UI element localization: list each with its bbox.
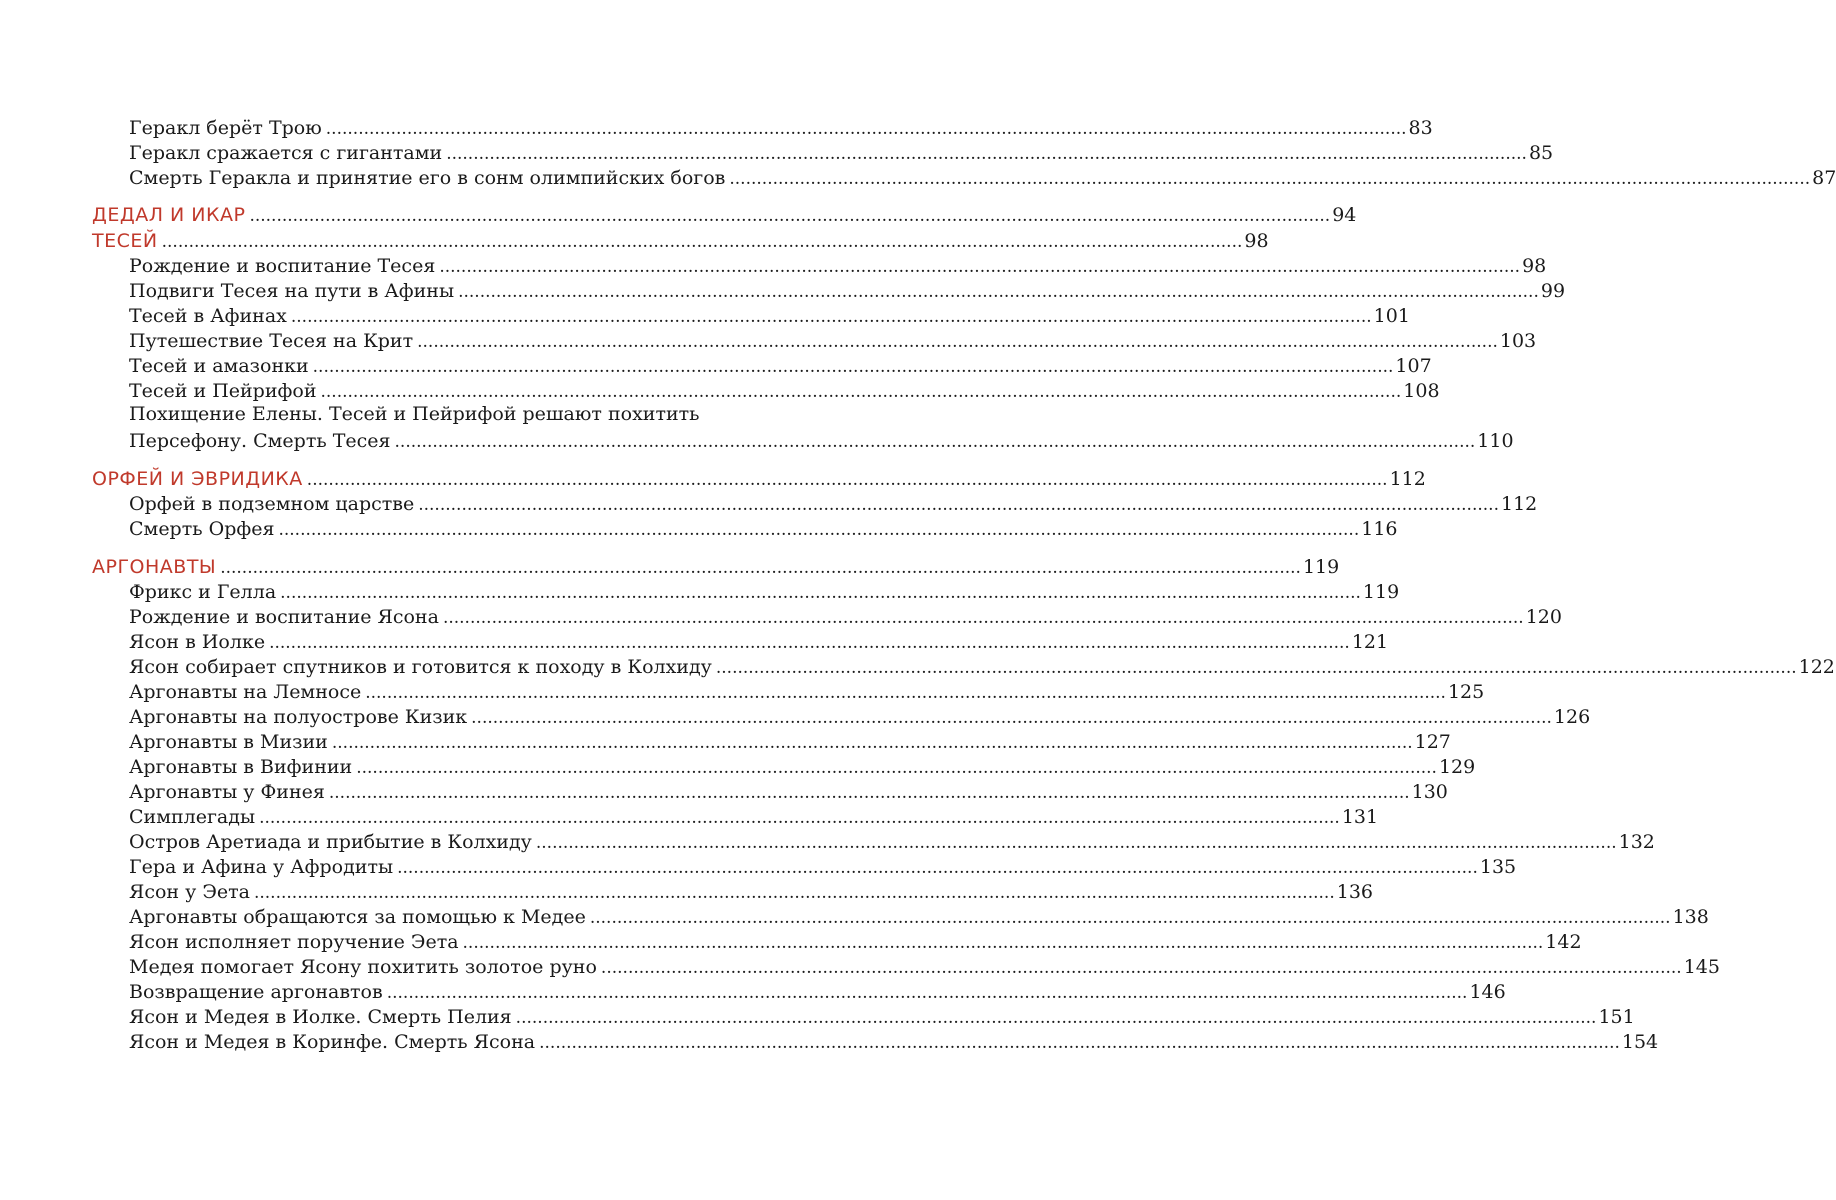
- toc-section: [92, 553, 1340, 579]
- toc-entry-page: 119: [1362, 581, 1400, 603]
- leader-dots: ........................................................................................................................................................................................................: [715, 658, 1797, 678]
- toc-section: [92, 227, 1269, 253]
- toc-entry: [129, 653, 1835, 679]
- toc-entry: [129, 139, 1554, 165]
- toc-section: [92, 465, 1426, 491]
- leader-dots: ........................................................................................................................................................................................................: [325, 119, 1407, 139]
- toc-entry-title: Рождение и воспитание Ясона: [129, 606, 439, 628]
- toc-entry-title: Смерть Геракла и принятие его в сонм олимпийских богов: [129, 167, 726, 189]
- leader-dots: ........................................................................................................................................................................................................: [729, 169, 1811, 189]
- toc-entry-title: Рождение и воспитание Тесея: [129, 255, 436, 277]
- toc-entry: [129, 928, 1582, 954]
- toc-entry-page: 145: [1683, 956, 1720, 978]
- leader-dots: ........................................................................................................................................................................................................: [306, 470, 1388, 490]
- toc-entry: [129, 778, 1448, 804]
- leader-dots: ........................................................................................................................................................................................................: [397, 858, 1478, 878]
- toc-entry: [129, 903, 1709, 929]
- toc-entry-title: Орфей в подземном царстве: [129, 493, 415, 515]
- leader-dots: ........................................................................................................................................................................................................: [462, 933, 1544, 953]
- leader-dots: ........................................................................................................................................................................................................: [365, 683, 1446, 703]
- toc-entry-page: 142: [1545, 931, 1582, 953]
- toc-entry-page: 110: [1477, 430, 1514, 452]
- toc-entry-page: 131: [1341, 806, 1379, 828]
- toc-section-page: 112: [1389, 468, 1426, 490]
- leader-dots: ........................................................................................................................................................................................................: [535, 833, 1617, 853]
- toc-entry-page: 127: [1414, 731, 1451, 753]
- toc-entry-title: Аргонавты на Лемносе: [129, 681, 362, 703]
- toc-entry-title: Ясон и Медея в Иолке. Смерть Пелия: [129, 1006, 512, 1028]
- toc-entry: [129, 1028, 1659, 1054]
- leader-dots: ........................................................................................................................................................................................................: [458, 282, 1539, 302]
- toc-entry-page: 132: [1618, 831, 1655, 853]
- leader-dots: ........................................................................................................................................................................................................: [161, 232, 1243, 252]
- toc-entry-page: 99: [1540, 280, 1566, 302]
- leader-dots: ........................................................................................................................................................................................................: [539, 1033, 1620, 1053]
- leader-dots: ........................................................................................................................................................................................................: [446, 144, 1527, 164]
- toc-entry: [129, 377, 1440, 403]
- toc-entry: [129, 703, 1591, 729]
- toc-entry-page: 129: [1438, 756, 1476, 778]
- toc-entry-title: Персефону. Смерть Тесея: [129, 430, 391, 452]
- toc-entry-title: Возвращение аргонавтов: [129, 981, 383, 1003]
- toc-entry-title: Ясон и Медея в Коринфе. Смерть Ясона: [129, 1031, 536, 1053]
- toc-entry-page: 122: [1798, 656, 1835, 678]
- toc-entry: [129, 302, 1410, 328]
- toc-section: [92, 201, 1357, 227]
- toc-entry: [129, 252, 1547, 278]
- toc-entry-title: Аргонавты в Мизии: [129, 731, 328, 753]
- toc-entry: [129, 753, 1476, 779]
- leader-dots: ........................................................................................................................................................................................................: [328, 783, 1410, 803]
- toc-entry-title: Ясон исполняет поручение Эета: [129, 931, 459, 953]
- toc-entry: [129, 853, 1517, 879]
- leader-dots: ........................................................................................................................................................................................................: [417, 332, 1498, 352]
- toc-entry-page: 135: [1479, 856, 1517, 878]
- leader-dots: ........................................................................................................................................................................................................: [418, 495, 1499, 515]
- toc-entry-page: 83: [1408, 117, 1433, 139]
- toc-entry: [129, 352, 1432, 378]
- leader-dots: ........................................................................................................................................................................................................: [589, 908, 1671, 928]
- toc-entry-title: Ясон в Иолке: [129, 631, 266, 653]
- toc-entry-title: Ясон у Эета: [129, 881, 250, 903]
- toc-entry-page: 136: [1336, 881, 1373, 903]
- toc-section-title: АРГОНАВТЫ: [92, 556, 217, 578]
- toc-entry-title: Путешествие Тесея на Крит: [129, 330, 414, 352]
- toc-entry-page: 112: [1500, 493, 1538, 515]
- toc-entry-title: Симплегады: [129, 806, 256, 828]
- leader-dots: ........................................................................................................................................................................................................: [249, 206, 1331, 226]
- toc-entry-title: Аргонавты у Финея: [129, 781, 325, 803]
- toc-entry-page: 146: [1469, 981, 1506, 1003]
- toc-entry: [129, 327, 1537, 353]
- toc-entry: [129, 828, 1655, 854]
- toc-entry-title: Тесей и Пейрифой: [129, 380, 317, 402]
- toc-entry-page: 125: [1447, 681, 1485, 703]
- leader-dots: ........................................................................................................................................................................................................: [253, 883, 1335, 903]
- toc-entry: [129, 978, 1506, 1004]
- toc-section-page: 98: [1244, 230, 1269, 252]
- toc-entry-title: Аргонавты на полуострове Кизик: [129, 706, 468, 728]
- leader-dots: ........................................................................................................................................................................................................: [320, 382, 1402, 402]
- leader-dots: ........................................................................................................................................................................................................: [439, 257, 1521, 277]
- leader-dots: ........................................................................................................................................................................................................: [280, 583, 1361, 603]
- toc-entry: [129, 878, 1373, 904]
- leader-dots: ........................................................................................................................................................................................................: [356, 758, 1437, 778]
- toc-entry: [129, 490, 1538, 516]
- toc-entry-page: 98: [1522, 255, 1547, 277]
- toc-entry-page: 87: [1812, 167, 1836, 189]
- leader-dots: ........................................................................................................................................................................................................: [386, 983, 1468, 1003]
- toc-entry-page: 107: [1395, 355, 1432, 377]
- toc-entry-page: 85: [1528, 142, 1554, 164]
- toc-entry-title: Тесей и амазонки: [129, 355, 309, 377]
- toc-entry: [129, 1003, 1635, 1029]
- toc-entry: [129, 803, 1379, 829]
- toc-section-title: ОРФЕЙ И ЭВРИДИКА: [92, 468, 303, 490]
- toc-entry-page: 101: [1373, 305, 1410, 327]
- toc-entry-title: Геракл сражается с гигантами: [129, 142, 443, 164]
- toc-entry: [129, 603, 1562, 629]
- toc-entry-page: 108: [1403, 380, 1440, 402]
- toc-entry: [129, 628, 1389, 654]
- toc-entry-title: Аргонавты обращаются за помощью к Медее: [129, 906, 586, 928]
- toc-entry: [129, 164, 1836, 190]
- toc-entry: [129, 277, 1566, 303]
- leader-dots: ........................................................................................................................................................................................................: [600, 958, 1682, 978]
- leader-dots: ........................................................................................................................................................................................................: [278, 520, 1360, 540]
- leader-dots: ........................................................................................................................................................................................................: [259, 808, 1340, 828]
- toc-section-page: 94: [1332, 204, 1357, 226]
- toc-entry-page: 126: [1553, 706, 1591, 728]
- leader-dots: ........................................................................................................................................................................................................: [394, 432, 1476, 452]
- toc-entry-title: Гера и Афина у Афродиты: [129, 856, 394, 878]
- leader-dots: ........................................................................................................................................................................................................: [312, 357, 1394, 377]
- toc-entry: [129, 678, 1485, 704]
- toc-entry-title: Аргонавты в Вифинии: [129, 756, 353, 778]
- leader-dots: ........................................................................................................................................................................................................: [515, 1008, 1597, 1028]
- leader-dots: ........................................................................................................................................................................................................: [471, 708, 1552, 728]
- toc-entry-title: Геракл берёт Трою: [129, 117, 322, 139]
- toc-entry-page: 120: [1525, 606, 1562, 628]
- leader-dots: ........................................................................................................................................................................................................: [290, 307, 1372, 327]
- toc-entry: [129, 515, 1398, 541]
- toc-entry-page: 121: [1351, 631, 1389, 653]
- toc-section-title: ДЕДАЛ И ИКАР: [92, 204, 246, 226]
- toc-entry-lead-line: Похищение Елены. Тесей и Пейрифой решают похитить: [129, 403, 700, 425]
- toc-entry: [129, 427, 1514, 453]
- leader-dots: ........................................................................................................................................................................................................: [269, 633, 1350, 653]
- toc-entry-title: Медея помогает Ясону похитить золотое руно: [129, 956, 597, 978]
- toc-entry-page: 154: [1621, 1031, 1659, 1053]
- toc-entry-page: 151: [1598, 1006, 1635, 1028]
- toc-entry-page: 116: [1361, 518, 1398, 540]
- toc-entry-title: Подвиги Тесея на пути в Афины: [129, 280, 455, 302]
- toc-entry: [129, 953, 1720, 979]
- toc-section-title: ТЕСЕЙ: [92, 230, 158, 252]
- toc-entry: [129, 728, 1451, 754]
- toc-entry: [129, 578, 1400, 604]
- toc-entry-title: Смерть Орфея: [129, 518, 275, 540]
- toc-entry-title: Ясон собирает спутников и готовится к походу в Колхиду: [129, 656, 712, 678]
- toc-entry-title: Остров Аретиада и прибытие в Колхиду: [129, 831, 532, 853]
- toc-entry: [129, 114, 1433, 140]
- leader-dots: ........................................................................................................................................................................................................: [331, 733, 1413, 753]
- leader-dots: ........................................................................................................................................................................................................: [220, 558, 1301, 578]
- toc-section-page: 119: [1302, 556, 1340, 578]
- toc-entry-page: 138: [1672, 906, 1709, 928]
- toc-entry-title: Фрикс и Гелла: [129, 581, 277, 603]
- toc-entry-page: 103: [1499, 330, 1537, 352]
- leader-dots: ........................................................................................................................................................................................................: [442, 608, 1524, 628]
- toc-entry-title: Тесей в Афинах: [129, 305, 287, 327]
- toc-entry-page: 130: [1411, 781, 1448, 803]
